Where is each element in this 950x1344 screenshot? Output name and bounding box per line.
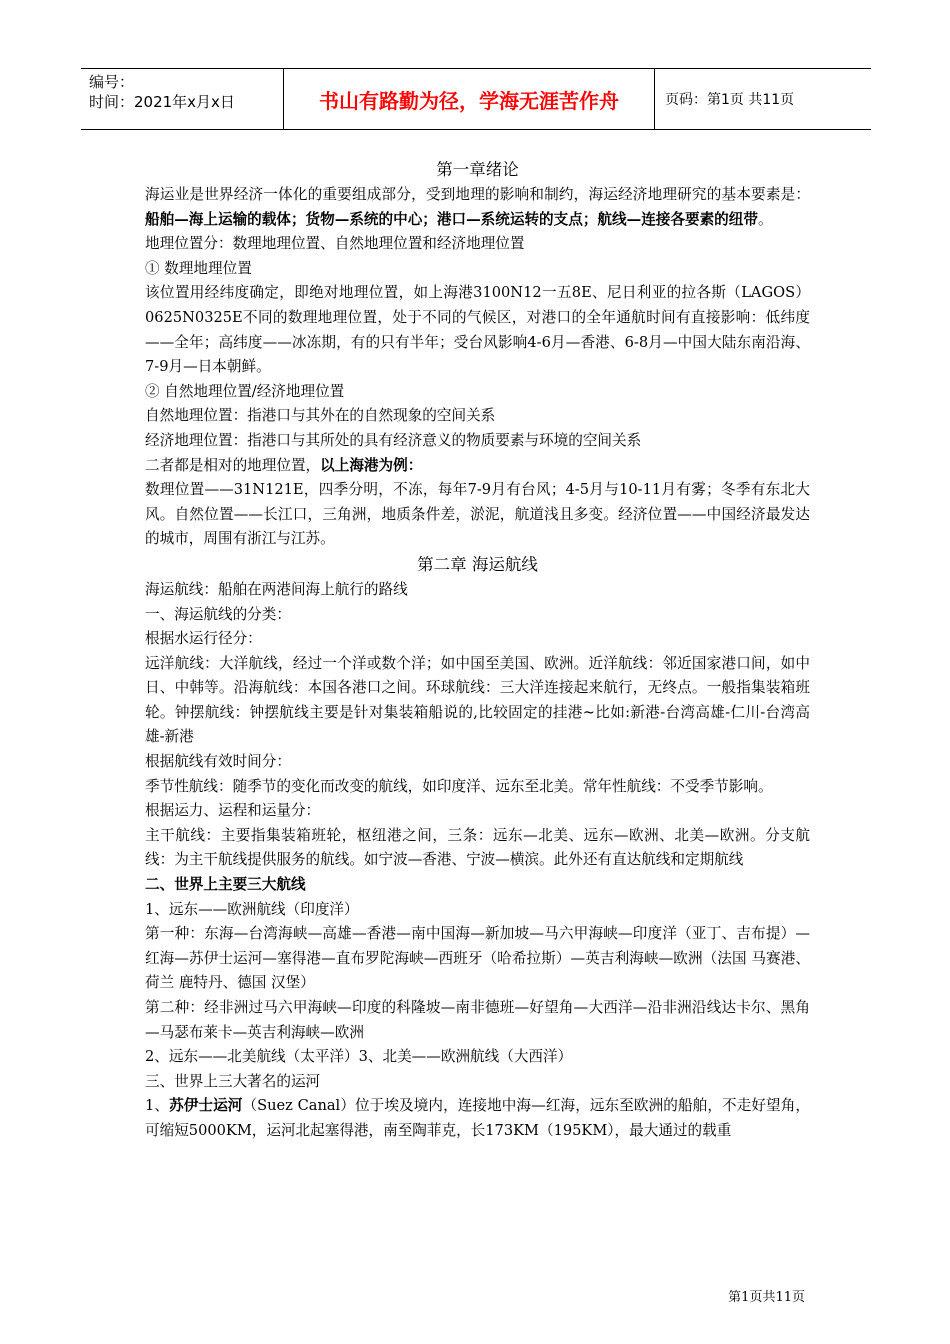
paragraph: 自然地理位置：指港口与其外在的自然现象的空间关系: [145, 407, 496, 425]
chapter-1-title: 第一章绪论: [436, 160, 519, 179]
paragraph: 远洋航线：大洋航线，经过一个洋或数个洋；如中国至美国、欧洲。近洋航线：邻近国家港口间，如中日、中韩等。沿海航线：本国各港口之间。环球航线：三大洋连接起来航行，无终点。一般指集装箱班轮。钟摆航线：钟摆航线主要是针对集装箱船说的,比较固定的挂港~比如:新港-台湾高雄-仁川-台湾高雄-新港: [145, 654, 810, 746]
bold-text: 以上海港为例：: [320, 456, 423, 474]
paragraph: 根据航线有效时间分：: [145, 753, 291, 771]
header-motto: 书山有路勤为径，学海无涯苦作舟: [283, 69, 655, 129]
bold-text: 船舶—海上运输的载体；货物—系统的中心；港口—系统运转的支点；航线—连接各要素的纽带: [145, 210, 758, 228]
paragraph: ② 自然地理位置/经济地理位置: [145, 382, 345, 400]
paragraph: 2、远东——北美航线（太平洋）3、北美——欧洲航线（大西洋）: [145, 1048, 573, 1066]
section-heading: 二、世界上主要三大航线: [145, 876, 306, 894]
paragraph: 第二种：经非洲过马六甲海峡—印度的科隆坡—南非德班—好望角—大西洋—沿非洲沿线达卡尔、黑角—马瑟布莱卡—英吉利海峡—欧洲: [145, 999, 810, 1041]
text: 海运业是世界经济一体化的重要组成部分，受到地理的影响和制约，海运经济地理研究的基本要素是：: [145, 186, 810, 203]
paragraph: ① 数理地理位置: [145, 259, 252, 277]
page-header: [81, 68, 871, 130]
date-label: 时间：2021年x月x日: [89, 93, 235, 111]
bold-text: 苏伊士运河: [169, 1097, 243, 1115]
paragraph: 根据水运行径分：: [145, 630, 262, 648]
paragraph: 根据运力、运程和运量分：: [145, 802, 321, 820]
header-meta: [81, 69, 283, 129]
text: （Suez Canal）位于埃及境内，连接地中海—红海，远东至欧洲的船舶，不走好望角，可缩短5000KM，运河北起塞得港，南至陶菲克，长173KM（195KM），最大通过的载重: [145, 1097, 810, 1139]
paragraph: 三、世界上三大著名的运河: [145, 1072, 321, 1090]
paragraph: 1、远东——欧洲航线（印度洋）: [145, 900, 359, 918]
chapter-2-title: 第二章 海运航线: [417, 554, 538, 574]
paragraph: 一、海运航线的分类：: [145, 605, 291, 623]
paragraph: 该位置用经纬度确定，即绝对地理位置，如上海港3100N12一五8E、尼日利亚的拉各斯（LAGOS）0625N0325E不同的数理地理位置，处于不同的气候区，对港口的全年通航时间有直接影响：低纬度——全年；高纬度——冰冻期，有的只有半年；受台风影响4-6月—香港、6-8月—中国大陆东南沿海、7-9月—日本朝鲜。: [145, 284, 810, 376]
paragraph: 主干航线：主要指集装箱班轮，枢纽港之间，三条：远东—北美、远东—欧洲、北美—欧洲。分支航线：为主干航线提供服务的航线。如宁波—香港、宁波—横滨。此外还有直达航线和定期航线: [145, 826, 810, 869]
paragraph: [145, 183, 810, 232]
paragraph: 海运航线：船舶在两港间海上航行的路线: [145, 580, 408, 598]
header-page-number: 页码：第1页 共11页: [665, 92, 795, 108]
text: 1、: [145, 1097, 170, 1115]
text: 。: [757, 210, 773, 228]
paragraph: 地理位置分：数理地理位置、自然地理位置和经济地理位置: [145, 235, 525, 253]
paragraph: 季节性航线：随季节的变化而改变的航线，如印度洋、远东至北美。常年性航线：不受季节影响。: [145, 777, 773, 795]
paragraph: [145, 1094, 810, 1143]
paragraph: 经济地理位置：指港口与其所处的具有经济意义的物质要素与环境的空间关系: [145, 431, 642, 449]
document-body: [145, 157, 810, 1144]
paragraph: 第一种：东海—台湾海峡—高雄—香港—南中国海—新加坡—马六甲海峡—印度洋（亚丁、吉布提）—红海—苏伊士运河—塞得港—直布罗陀海峡—西班牙（哈希拉斯）—英吉利海峡—欧洲（法国 马赛港、荷兰 鹿特丹、德国 汉堡）: [145, 925, 810, 992]
page-footer: 第1页共11页: [728, 1290, 805, 1305]
paragraph: 数理位置——31N121E，四季分明，不冻，每年7-9月有台风；4-5月与10-11月有雾；冬季有东北大风。自然位置——长江口，三角洲，地质条件差，淤泥，航道浅且多变。经济位置——中国经济最发达的城市，周围有浙江与江苏。: [145, 481, 810, 548]
serial-label: 编号：: [89, 73, 135, 91]
paragraph: [145, 454, 810, 479]
text: 二者都是相对的地理位置，: [145, 456, 321, 474]
